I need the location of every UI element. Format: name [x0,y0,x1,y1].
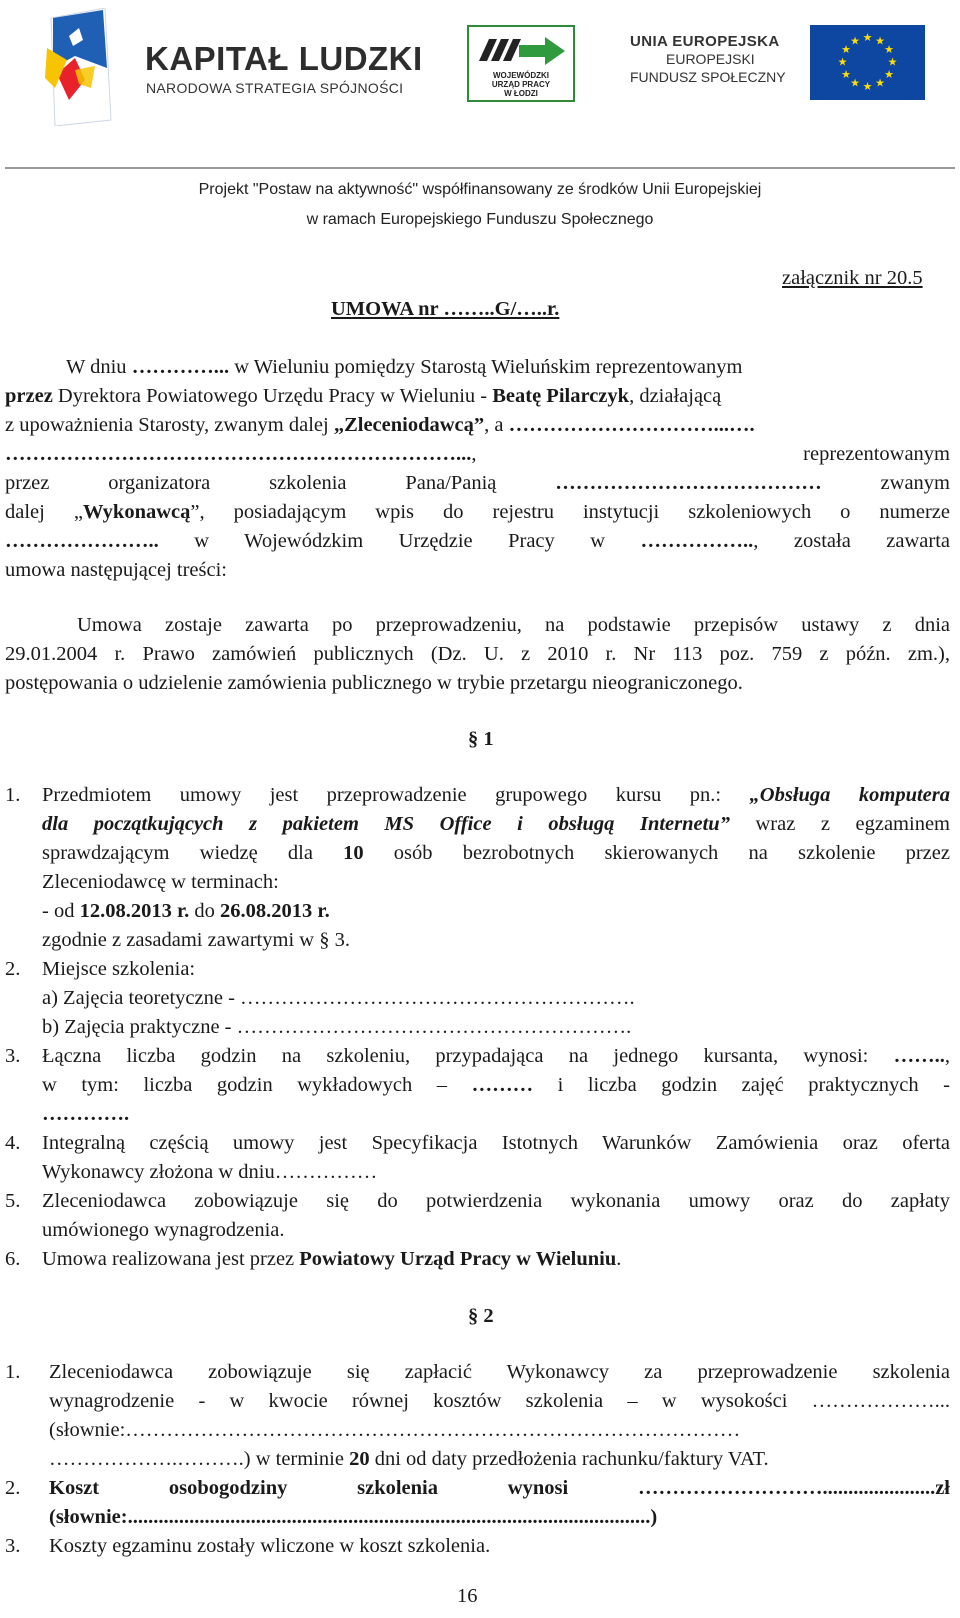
s1-i6-c: . [616,1248,622,1270]
intro-wykonawca: Wykonawcą [82,501,191,523]
project-line-1: Projekt "Postaw na aktywność" współfinansowany ze środków Unii Europejskiej [198,181,762,198]
s1-i3-l1-a: Łączna liczba godzin na szkoleniu, przypadająca na jednego kursanta, wynosi: [42,1045,894,1067]
hours-practical-blank: …………. [42,1103,130,1125]
svg-text:★: ★ [875,34,885,48]
s1-item-4-number: 4. [5,1132,21,1154]
s1-i6-a: Umowa realizowana jest przez [42,1248,300,1270]
intro-city-blank: …………….. [640,530,754,552]
s1-item-2-line-1: Miejsce szkolenia: [42,958,196,980]
s1-item-5-number: 5. [5,1190,21,1212]
course-title-part-2: dla początkujących z pakietem MS Office i obsługą Internetu” [42,813,730,835]
intro-line-4 [5,440,950,469]
wup-line-1: WOJEWÓDZKI [493,71,549,80]
s2-item-2-number: 2. [5,1477,21,1499]
page-number: 16 [457,1585,478,1607]
ue-efs-text [630,33,786,86]
intro-line-7 [5,527,950,556]
s1-item-1-line-5 [42,897,330,926]
ue-line-3: FUNDUSZ SPOŁECZNY [630,69,786,85]
svg-text:★: ★ [887,55,898,69]
s1-item-1-line-4: Zleceniodawcę w terminach: [42,871,279,893]
s2-item-1-number: 1. [5,1361,21,1383]
s1-item-1-line-6: zgodnie z zasadami zawartymi w § 3. [42,929,350,951]
s1-i3-l2-c: i liczba godzin zajęć praktycznych - [533,1074,950,1096]
contract-title: UMOWA nr ……..G/…..r. [331,298,560,320]
s1-item-3-line-1 [42,1042,950,1071]
s2-i1-l4-a: ……………….……….) w terminie [49,1448,350,1470]
intro-contractor-blank: …………………………...…. [508,414,755,436]
intro-l7-b: w Wojewódzkim Urzędzie Pracy w [158,530,641,552]
kapital-ludzki-subtitle: NARODOWA STRATEGIA SPÓJNOŚCI [146,80,404,96]
s1-item-2-number: 2. [5,958,21,980]
intro-l2-d: , działającą [629,385,722,407]
payment-days: 20 [349,1448,370,1470]
s1-item-1-number: 1. [5,784,21,806]
svg-text:★: ★ [884,43,894,56]
s2-item-1-line-2: wynagrodzenie - w kwocie równej kosztów szkolenia – w wysokości ………………... [49,1390,950,1412]
s1-item-6-number: 6. [5,1248,21,1270]
intro-l7-d: , została zawarta [753,530,950,552]
intro-l5-a: przez organizatora szkolenia Pana/Panią [5,472,556,494]
wup-arrow-icon [475,31,567,69]
s1-item-4-line-2: Wykonawcy złożona w dniu…………… [42,1161,378,1183]
intro-l3-c: , a [484,414,509,436]
section-2-heading: § 2 [468,1305,494,1327]
s1-item-2-a: a) Zajęcia teoretyczne - …………………………………………………. [42,987,635,1009]
wup-lodz-text [471,71,571,98]
wup-line-3: W ŁODZI [504,89,538,98]
project-line-2: w ramach Europejskiego Funduszu Społecznego [306,211,654,228]
intro-l4-a: …………………………………………………………... [5,443,472,465]
header-divider [5,167,955,169]
end-date: 26.08.2013 r. [220,900,330,922]
intro-line-1 [66,353,742,382]
s1-i1-l3-c: osób bezrobotnych skierowanych na szkolenie przez [363,842,950,864]
s1-item-3-number: 3. [5,1045,21,1067]
hours-lecture-blank: ……… [471,1074,534,1096]
svg-text:★: ★ [837,55,848,69]
s1-item-5-line-1: Zleceniodawca zobowiązuje się do potwierdzenia wykonania umowy oraz do zapłaty [42,1190,950,1212]
basis-line-3: postępowania o udzielenie zamówienia publicznego w trybie przetargu nieograniczonego. [5,672,743,694]
wup-line-2: URZĄD PRACY [491,80,551,89]
svg-text:★: ★ [850,76,860,90]
course-title-part-1: „Obsługa komputera [749,784,950,806]
logo-strip [0,0,960,150]
s1-item-2-b: b) Zajęcia praktyczne - …………………………………………………. [42,1016,632,1038]
s2-item-2-line-2: (słownie:......................................................................................................) [49,1506,658,1528]
intro-line-3 [5,411,755,440]
kapital-ludzki-logo-icon [45,8,115,126]
intro-l6-a: dalej „ [5,501,83,523]
s1-item-1-line-2 [42,810,950,839]
participant-count: 10 [343,842,364,864]
s1-item-6-line-1 [42,1245,621,1274]
wup-lodz-logo [467,25,575,102]
office-name: Powiatowy Urząd Pracy w Wieluniu [299,1248,617,1270]
intro-l2-b: Dyrektora Powiatowego Urzędu Pracy w Wieluniu - [52,385,493,407]
s1-i1-l5-a: - od [42,900,80,922]
intro-line-2 [5,382,721,411]
attachment-label: załącznik nr 20.5 [782,267,923,289]
basis-line-1: Umowa zostaje zawarta po przeprowadzeniu, na podstawie przepisów ustawy z dnia [77,614,950,636]
intro-l4-b: , reprezentowanym [471,443,950,465]
section-1-heading: § 1 [468,728,494,750]
s1-item-5-line-2: umówionego wynagrodzenia. [42,1219,285,1241]
ue-line-2: EUROPEJSKI [666,51,755,67]
ue-line-1: UNIA EUROPEJSKA [630,33,780,50]
svg-text:★: ★ [862,80,873,93]
s1-i1-l3-a: sprawdzającym wiedzę dla [42,842,344,864]
s1-i3-l1-c: , [944,1045,950,1067]
s2-item-2-line-1 [49,1474,950,1503]
intro-l3-a: z upoważnienia Starosty, zwanym dalej [5,414,334,436]
svg-text:★: ★ [841,68,851,81]
s1-item-1-line-1 [42,781,950,810]
intro-line-5 [5,469,950,498]
s1-item-4-line-1: Integralną częścią umowy jest Specyfikacja Istotnych Warunków Zamówienia oraz oferta [42,1132,950,1154]
svg-text:★: ★ [875,76,885,90]
hours-total-blank: …….. [893,1045,945,1067]
eu-flag-icon [810,25,925,100]
hourly-cost-blank: ………………………......................zł [637,1477,950,1499]
intro-line-6 [5,498,950,527]
s2-item-1-line-4 [49,1445,769,1474]
s2-i1-l4-c: dni od daty przedłożenia rachunku/faktury VAT. [369,1448,769,1470]
intro-l1-c: w Wieluniu pomiędzy Starostą Wieluńskim reprezentowanym [229,356,743,378]
intro-line-8: umowa następującej treści: [5,559,227,581]
start-date: 12.08.2013 r. [79,900,190,922]
intro-date-blank: …………... [131,356,230,378]
s1-i1-l1-a: Przedmiotem umowy jest przeprowadzenie grupowego kursu pn.: [42,784,750,806]
s1-item-3-line-2 [42,1071,950,1100]
s1-i1-l5-c: do [189,900,221,922]
intro-l6-c: ”, posiadającym wpis do rejestru instytucji szkoleniowych o numerze [190,501,950,523]
intro-l1-a: W dniu [66,356,132,378]
s1-i3-l2-a: w tym: liczba godzin wykładowych – [42,1074,472,1096]
s2-item-3-number: 3. [5,1535,21,1557]
intro-zleceniodawca: „Zleceniodawcą” [333,414,485,436]
s1-item-1-line-3 [42,839,950,868]
intro-organizer-blank: ………………………………… [555,472,822,494]
s2-i2-l1-a: Koszt osobogodziny szkolenia wynosi [49,1477,569,1499]
svg-text:★: ★ [850,34,860,48]
svg-text:★: ★ [862,31,873,44]
s2-item-1-line-1: Zleceniodawca zobowiązuje się zapłacić Wykonawcy za przeprowadzenie szkolenia [49,1361,950,1383]
kapital-ludzki-title: KAPITAŁ LUDZKI [145,40,423,77]
intro-l5-c: zwanym [821,472,951,494]
svg-text:★: ★ [841,43,851,56]
basis-line-2: 29.01.2004 r. Prawo zamówień publicznych (Dz. U. z 2010 r. Nr 113 poz. 759 z późn. zm.), [5,643,950,665]
intro-l2-a: przez [5,385,53,407]
s2-item-1-line-3: (słownie:……………………………………………………………………………… [49,1419,741,1441]
intro-registry-blank: ………………….. [5,530,159,552]
intro-director-name: Beatę Pilarczyk [492,385,630,407]
s2-item-3-line-1: Koszty egzaminu zostały wliczone w koszt szkolenia. [49,1535,491,1557]
svg-text:★: ★ [884,68,894,81]
s1-i1-l2-b: wraz z egzaminem [729,813,950,835]
